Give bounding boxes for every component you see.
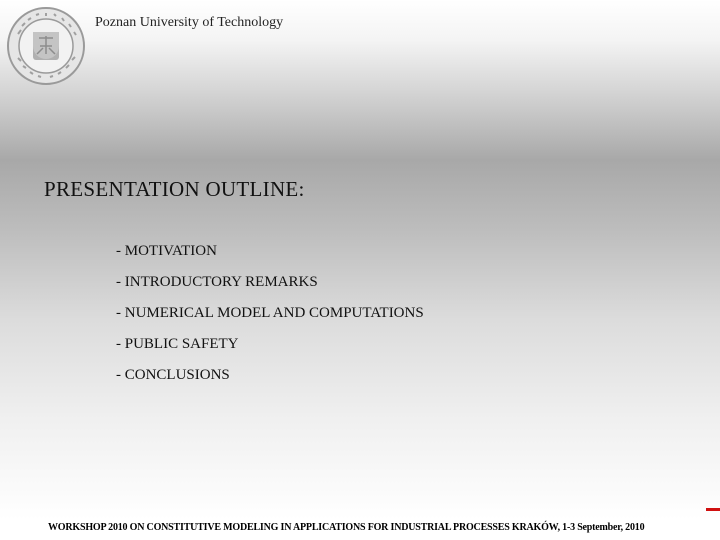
university-name: Poznan University of Technology bbox=[95, 15, 284, 30]
outline-item-motivation: - MOTIVATION bbox=[116, 243, 217, 259]
slide-title: PRESENTATION OUTLINE: bbox=[44, 177, 305, 201]
workshop-footer: WORKSHOP 2010 ON CONSTITUTIVE MODELING IN APPLICATIONS FOR INDUSTRIAL PROCESSES KRAKÓW, 1-3 September, 2010 bbox=[48, 522, 645, 533]
outline-item-conclusions: - CONCLUSIONS bbox=[116, 367, 230, 383]
university-seal-icon bbox=[6, 6, 86, 86]
outline-list bbox=[116, 242, 424, 397]
university-seal-logo bbox=[6, 6, 86, 86]
outline-item-public-safety: - PUBLIC SAFETY bbox=[116, 336, 239, 352]
accent-mark bbox=[706, 508, 720, 511]
outline-item-numerical-model: - NUMERICAL MODEL AND COMPUTATIONS bbox=[116, 305, 424, 321]
outline-item-introductory-remarks: - INTRODUCTORY REMARKS bbox=[116, 274, 318, 290]
